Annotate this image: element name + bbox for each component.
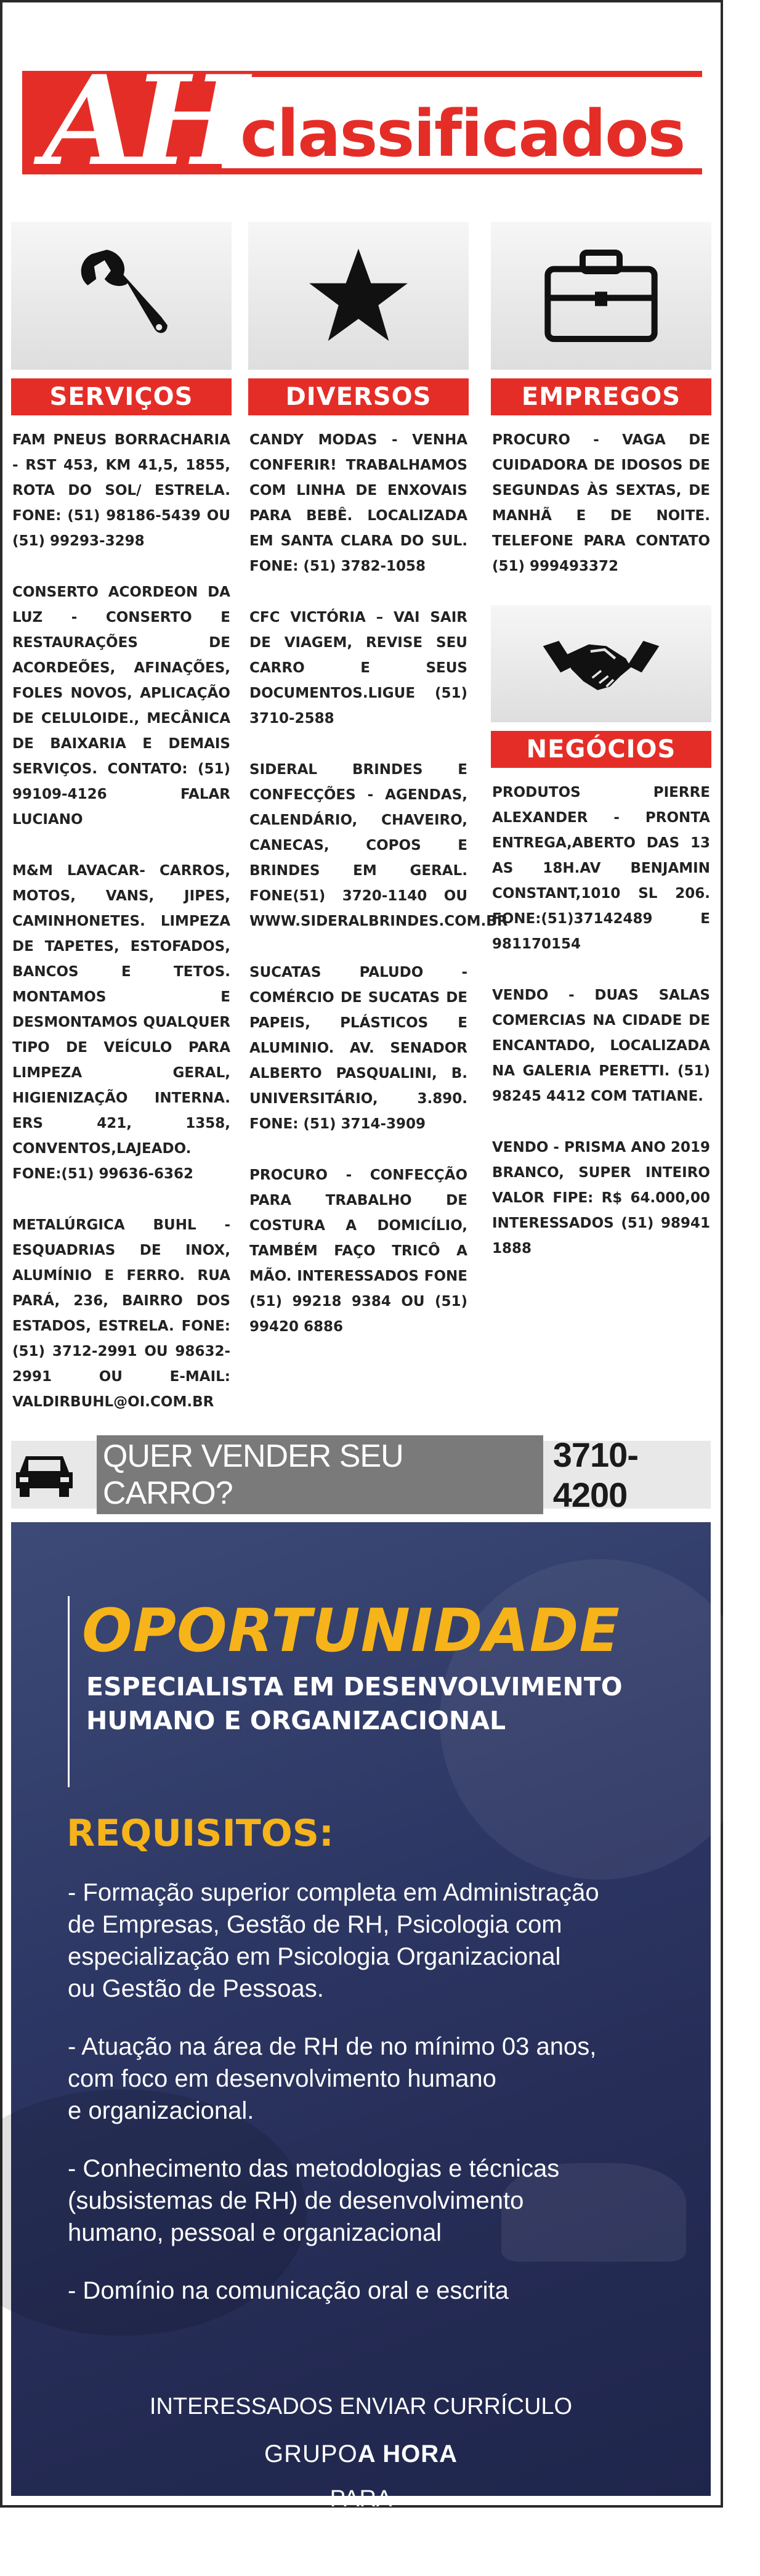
ad-item: CFC VICTÓRIA – VAI SAIR DE VIAGEM, REVISE SEU CARRO E SEUS DOCUMENTOS.LIGUE (51) 3710-2588 [249,609,467,727]
servicos-icon-box [11,222,232,370]
handshake-icon [540,627,663,701]
section-title-negocios: NEGÓCIOS [491,731,711,768]
car-banner-question: QUER VENDER SEU CARRO? [97,1435,543,1514]
requirement-item: - Conhecimento das metodologias e técnicas (subsistemas de RH) de desenvolvimento humano, pessoal e organizacional [68,2155,560,2246]
column-diversos [248,222,508,1366]
wrench-icon [69,243,174,348]
negocios-ads [491,780,711,1262]
requirements-heading: REQUISITOS: [67,1812,334,1855]
column-empregos [491,222,711,1287]
job-subtitle: ESPECIALISTA EM DESENVOLVIMENTO HUMANO E ORGANIZACIONAL [86,1672,623,1735]
column-servicos [11,222,232,1441]
ad-item: M&M LAVACAR- CARROS, MOTOS, VANS, JIPES, CAMINHONETES. LIMPEZA DE TAPETES, ESTOFADOS, BANCOS E TETOS. MONTAMOS E DESMONTAMOS QUALQUER TIPO DE VEÍCULO PARA LIMPEZA GERAL, HIGIENIZAÇÃO INTERNA. ERS 421, 1358, CONVENTOS,LAJEADO. FONE:(51) 99636-6362 [12,863,230,1182]
empregos-ads [491,428,711,579]
diversos-icon-box [248,222,469,370]
star-icon [306,243,411,348]
contact-email-link[interactable]: rh@grupoahora.net.br [236,2517,485,2543]
servicos-ads [11,428,232,1415]
section-title-diversos: DIVERSOS [248,378,469,415]
negocios-icon-box [491,605,711,722]
footer-logo-light: GRUPO [264,2440,358,2468]
requirement-item: - Domínio na comunicação oral e escrita [68,2277,509,2304]
ad-item: PRODUTOS PIERRE ALEXANDER - PRONTA ENTREGA,ABERTO DAS 13 AS 18H.AV BENJAMIN CONSTANT,1010 SL 206. FONE:(51)37142489 E 981170154 [492,785,710,952]
car-banner [11,1435,711,1514]
ad-item: CONSERTO ACORDEON DA LUZ - CONSERTO E RESTAURAÇÕES DE ACORDEÕES, AFINAÇÕES, FOLES NOVOS, APLICAÇÃO DE CELULOIDE., MECÂNICA DE BAIXARIA E DEMAIS SERVIÇOS. CONTATO: (51) 99109-4126 FALAR LUCIANO [12,584,230,828]
briefcase-icon [540,243,663,348]
requirements-list [68,1877,677,2333]
section-title-empregos: EMPREGOS [491,378,711,415]
contact-line: INTERESSADOS ENVIAR CURRÍCULO [149,2394,573,2419]
ad-item: SIDERAL BRINDES E CONFECÇÕES - AGENDAS, CALENDÁRIO, CHAVEIRO, CANECAS, COPOS E BRINDES EM GERAL. FONE(51) 3720-1140 OU WWW.SIDERALBRINDES.COM.BR [249,762,508,929]
grupo-a-hora-logo [11,2440,711,2468]
job-advertisement [11,1522,711,2543]
empregos-icon-box [491,222,711,370]
diversos-ads [248,428,508,1340]
contact-prefix: PARA [329,2486,392,2512]
ad-item: VENDO - PRISMA ANO 2019 BRANCO, SUPER INTEIRO VALOR FIPE: R$ 64.000,00 INTERESSADOS (51) 98941 1888 [492,1139,710,1257]
ad-item: VENDO - DUAS SALAS COMERCIAS NA CIDADE DE ENCANTADO, LOCALIZADA NA GALERIA PERETTI. (51) 98245 4412 COM TATIANE. [492,987,710,1104]
car-icon [11,1441,78,1509]
ad-item: SUCATAS PALUDO - COMÉRCIO DE SUCATAS DE PAPEIS, PLÁSTICOS E ALUMINIO. AV. SENADOR ALBERTO PASQUALINI, B. UNIVERSITÁRIO, 3.890. FONE: (51) 3714-3909 [249,964,467,1132]
title-divider-line [68,1596,70,1787]
logo-classificados-text: classificados [240,96,685,171]
job-title: OPORTUNIDADE [82,1596,620,1665]
ad-item: PROCURO - VAGA DE CUIDADORA DE IDOSOS DE SEGUNDAS ÀS SEXTAS, DE MANHÃ E DE NOITE. TELEFONE PARA CONTATO (51) 999493372 [492,432,710,574]
classificados-logo [18,49,702,194]
ad-item: METALÚRGICA BUHL - ESQUADRIAS DE INOX, ALUMÍNIO E FERRO. RUA PARÁ, 236, BAIRRO DOS ESTADOS, ESTRELA. FONE: (51) 3712-2991 OU 98632-2991 OU E-MAIL: VALDIRBUHL@OI.COM.BR [12,1217,230,1410]
requirement-item: - Atuação na área de RH de no mínimo 03 anos, com foco em desenvolvimento humano e organizacional. [68,2033,597,2124]
ad-item: PROCURO - CONFECÇÃO PARA TRABALHO DE COSTURA A DOMICÍLIO, TAMBÉM FAÇO TRICÔ A MÃO. INTERESSADOS FONE (51) 99218 9384 OU (51) 99420 6886 [249,1167,467,1335]
footer-logo-bold: A HORA [357,2440,458,2468]
job-contact [11,2360,711,2576]
section-title-servicos: SERVIÇOS [11,378,232,415]
requirement-item: - Formação superior completa em Administração de Empresas, Gestão de RH, Psicologia com especialização em Psicologia Organizacional ou Gestão de Pessoas. [68,1879,599,2002]
car-banner-phone: 3710-4200 [552,1435,638,1514]
ad-item: CANDY MODAS - VENHA CONFERIR! TRABALHAMOS COM LINHA DE ENXOVAIS PARA BEBÊ. LOCALIZADA EM SANTA CLARA DO SUL. FONE: (51) 3782-1058 [249,432,467,574]
logo-ah: AH [43,49,243,194]
ad-item: FAM PNEUS BORRACHARIA - RST 453, KM 41,5, 1855, ROTA DO SOL/ ESTRELA. FONE: (51) 98186-5439 OU (51) 99293-3298 [12,432,230,549]
